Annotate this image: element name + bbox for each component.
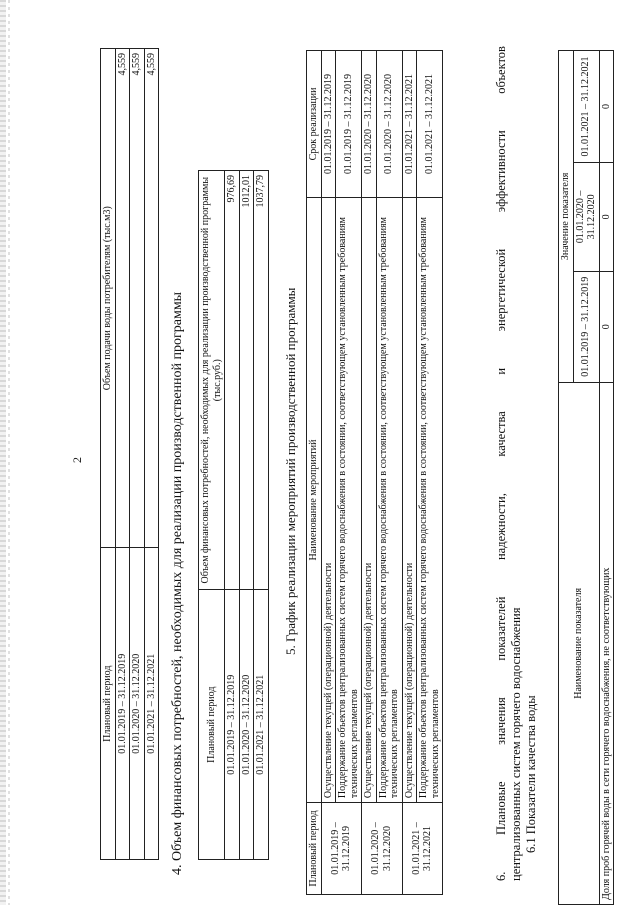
section6-title-line1: 6. Плановые значения показателей надежности, качества и энергетической эффективности объектов [494, 46, 508, 881]
group-period-cell: 01.01.2020 – 31.12.2020 [362, 803, 403, 895]
value-cell: 976,69 [225, 171, 240, 590]
header-period: Плановый период [307, 803, 322, 895]
term-cell: 01.01.2020 – 31.12.2020 [376, 51, 402, 198]
period-cell: 01.01.2021 – 31.12.2021 [254, 590, 269, 860]
section6-subtitle: 6.1 Показатели качества воды [524, 695, 538, 853]
value-cell: 4,559 [144, 49, 159, 548]
term-cell: 01.01.2019 – 31.12.2019 [336, 51, 362, 198]
table-row [376, 51, 402, 895]
schedule-table [306, 50, 443, 895]
table-row [130, 49, 145, 860]
header-volume: Объем подачи воды потребителям (тыс.м3) [101, 49, 116, 548]
value-cell: 0 [599, 162, 614, 271]
header-indicator-value: Значение показателя [559, 51, 574, 383]
header-name: Наименование мероприятий [307, 197, 322, 802]
table-row [362, 51, 377, 895]
table-row [321, 51, 336, 895]
measure-name-cell: Поддержание объектов централизованных систем горячего водоснабжения в состоянии, соответствующем установленным требованиям технических регламентов [417, 197, 443, 802]
value-cell: 4,559 [115, 49, 130, 548]
financial-needs-table [198, 170, 269, 860]
term-cell: 01.01.2021 – 31.12.2021 [417, 51, 443, 198]
value-cell: 4,559 [130, 49, 145, 548]
table-header-row [307, 51, 322, 895]
header-amount: Объем финансовых потребностей, необходимых для реализации производственной программы (тыс.руб.) [199, 171, 225, 590]
group-period-cell: 01.01.2021 – 31.12.2021 [402, 803, 443, 895]
measure-name-cell: Осуществление текущей (операционной) деятельности [321, 197, 336, 802]
header-period-2020: 01.01.2020 – 31.12.2020 [573, 162, 599, 271]
header-period-2021: 01.01.2021 – 31.12.2021 [573, 51, 599, 163]
table-row [336, 51, 362, 895]
value-cell: 1037,79 [254, 171, 269, 590]
measure-name-cell: Осуществление текущей (операционной) деятельности [362, 197, 377, 802]
water-volume-table [100, 48, 159, 860]
page-number: 2 [70, 457, 84, 463]
group-period-cell: 01.01.2019 – 31.12.2019 [321, 803, 362, 895]
header-period: Плановый период [101, 548, 116, 860]
section5-title: 5. График реализации мероприятий производственной программы [283, 287, 298, 655]
water-quality-table [558, 50, 614, 905]
table-row [417, 51, 443, 895]
table-row [239, 171, 254, 860]
section6-title-line2: централизованных систем горячего водоснабжения [509, 607, 523, 881]
measure-name-cell: Поддержание объектов централизованных систем горячего водоснабжения в состоянии, соответствующем установленным требованиям технических регламентов [376, 197, 402, 802]
table-row [402, 51, 417, 895]
table-header-row [559, 51, 574, 905]
table-row [144, 49, 159, 860]
table-header-row [199, 171, 225, 860]
period-cell: 01.01.2019 – 31.12.2019 [115, 548, 130, 860]
term-cell: 01.01.2020 – 31.12.2020 [362, 51, 377, 198]
measure-name-cell: Осуществление текущей (операционной) деятельности [402, 197, 417, 802]
value-cell: 1012,01 [239, 171, 254, 590]
measure-name-cell: Поддержание объектов централизованных систем горячего водоснабжения в состоянии, соответствующем установленным требованиям технических регламентов [336, 197, 362, 802]
header-indicator-name: Наименование показателя [559, 382, 600, 904]
section6-heading [494, 46, 539, 881]
header-period: Плановый период [199, 590, 225, 860]
period-cell: 01.01.2020 – 31.12.2020 [130, 548, 145, 860]
term-cell: 01.01.2019 – 31.12.2019 [321, 51, 336, 198]
indicator-name-cell: Доля проб горячей воды в сети горячего водоснабжения, не соответствующих [599, 382, 614, 904]
value-cell: 0 [599, 271, 614, 382]
table-header-row [101, 49, 116, 860]
table-row [599, 51, 614, 905]
period-cell: 01.01.2020 – 31.12.2020 [239, 590, 254, 860]
period-cell: 01.01.2019 – 31.12.2019 [225, 590, 240, 860]
term-cell: 01.01.2021 – 31.12.2021 [402, 51, 417, 198]
table-row [225, 171, 240, 860]
table-row [254, 171, 269, 860]
table-row [115, 49, 130, 860]
header-term: Срок реализации [307, 51, 322, 198]
header-period-2019: 01.01.2019 – 31.12.2019 [573, 271, 599, 382]
section4-title: 4. Объем финансовых потребностей, необходимых для реализации производственной программы [170, 291, 185, 875]
value-cell: 0 [599, 51, 614, 163]
period-cell: 01.01.2021 – 31.12.2021 [144, 548, 159, 860]
